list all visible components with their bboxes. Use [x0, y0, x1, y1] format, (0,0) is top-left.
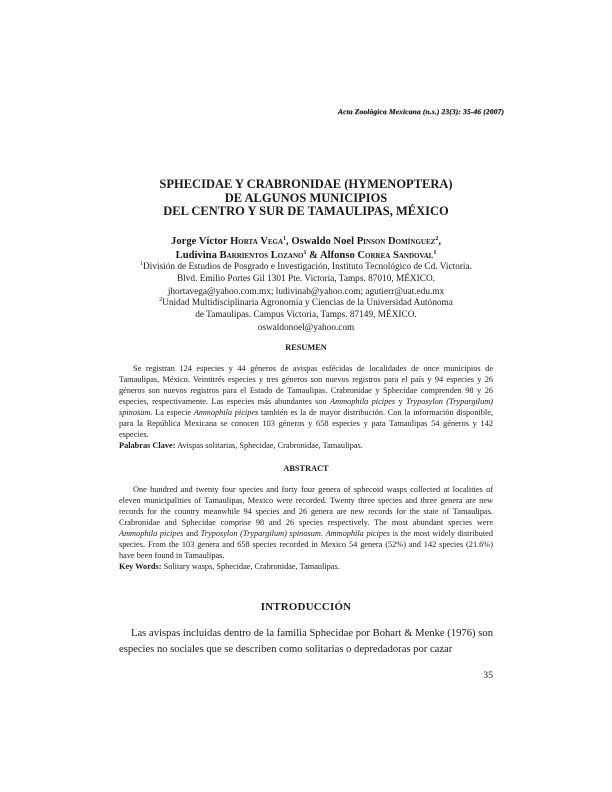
author-3-last: Barrientos Lozano [219, 250, 304, 261]
author-4-affil-mark: 1 [433, 250, 437, 256]
abstract-text: . [320, 529, 326, 539]
abstract-heading: ABSTRACT [283, 464, 329, 473]
author-1-first: Jorge Víctor [171, 236, 231, 247]
affiliation-2-mark: 2 [159, 297, 163, 303]
affiliation-1-line-1 [100, 261, 512, 273]
author-separator: , Oswaldo Noel [286, 236, 357, 247]
key-words-label: Key Words: [119, 562, 162, 572]
affiliation-2-line-1 [100, 297, 512, 309]
resumen-heading: RESUMEN [285, 343, 327, 352]
author-1-last: Horta Vega [230, 236, 284, 247]
abstract-body [119, 484, 493, 572]
abstract-text: One hundred and twenty four species and forty four genera of sphecoid wasps collected at localities of eleven municipalities of Tamaulipas, Mexico were recorded. Twenty three species and three genera are new records for the country meanwhile 94 species and 26 genera are new records for the state of Tamaulipas. Crabronidae and Sphecidae comprise 98 and 26 species respectively. The most abundant species were [119, 485, 493, 528]
title-line-3: DEL CENTRO Y SUR DE TAMAULIPAS, MÉXICO [163, 204, 449, 218]
author-separator: & Alfonso [306, 250, 358, 261]
affiliation-1 [100, 261, 512, 298]
abstract-text: is the most widely distributed species. From the 103 genera and 658 species recorded in Mexico 54 genera (52%) and 142 species (21.6%) have been found in Tamaulipas. [119, 529, 493, 561]
abstract-paragraph [119, 484, 493, 561]
species-name: Ammophila picipes [325, 529, 390, 539]
abstract-text: and [183, 529, 201, 539]
species-name: Ammophila picipes [330, 397, 396, 407]
palabras-clave-label: Palabras Clave: [119, 441, 176, 451]
authors-line-1 [100, 235, 512, 249]
introduccion-heading: INTRODUCCIÓN [260, 601, 352, 613]
resumen-body [119, 363, 493, 451]
key-words-text: Solitary wasps, Sphecidae, Crabronidae, Tamaulipas. [161, 562, 340, 572]
affiliation-2-line-2: de Tamaulipas. Campus Victoria, Tamps. 87149, MÉXICO. [195, 310, 417, 321]
affiliation-2-text: Unidad Multidisciplinaria Agronomía y Ciencias de la Universidad Autónoma [162, 298, 453, 308]
resumen-text: Se registran 124 especies y 44 géneros de avispas esfécidas de localidades de once municipios de Tamaulipas, México. Veintitrés especies y tres géneros son nuevos registros para el país y 94 especies y 26 géneros son nuevos registros para el Estado de Tamaulipas. Crabronidae y Sphecidae comprenden 98 y 26 especies, respectivamente. Las especies más abundantes son [119, 364, 493, 407]
affiliation-2-email: oswaldonoel@yahoo.com [257, 322, 355, 333]
author-1-affil-mark: 1 [283, 236, 287, 242]
palabras-clave-text: Avispas solitarias, Sphecidae, Crabronidae, Tamaulipas. [175, 441, 363, 451]
species-name: Ammophila picipes [119, 529, 184, 539]
author-4-last: Correa Sandoval [357, 250, 434, 261]
affiliation-1-emails: jhortavega@yahoo.com.mx; ludivinab@yahoo.com; agutierr@uat.edu.mx [167, 286, 445, 297]
resumen-text: y [395, 397, 407, 407]
affiliation-1-line-2: Blvd. Emilio Portes Gil 1301 Pte. Victoria, Tamps. 87010, MÉXICO. [177, 274, 435, 285]
species-name: Tryposylon (Trypargilum) spinosum [119, 397, 493, 418]
species-name: Ammophila picipes [193, 408, 259, 418]
affiliation-1-mark: 1 [140, 261, 144, 267]
species-name: Tryposylon (Trypargilum) spinosum [200, 529, 321, 539]
page-number: 35 [483, 670, 493, 681]
journal-reference: Acta Zoológica Mexicana (n.s.) 23(3): 35-46 (2007) [337, 107, 504, 116]
affiliation-2 [100, 297, 512, 334]
introduccion-body [119, 626, 493, 658]
author-3-first: Ludivina [175, 250, 220, 261]
title-line-2: DE ALGUNOS MUNICIPIOS [224, 190, 388, 205]
introduccion-paragraph: Las avispas incluidas dentro de la familia Sphecidae por Bohart & Menke (1976) son especies no sociales que se describen como solitarias o depredadoras por cazar [119, 628, 493, 655]
resumen-paragraph [119, 363, 493, 440]
author-2-last: Pinson Domínguez [356, 236, 436, 247]
resumen-text: también es la de mayor distribución. Con la información disponible, para la República Mexicana se conocen 103 géneros y 658 especies y para Tamaulipas 54 géneros y 142 especies. [119, 408, 493, 440]
key-words [119, 561, 493, 572]
title-line-1: SPHECIDAE Y CRABRONIDAE (HYMENOPTERA) [159, 177, 453, 191]
affiliation-1-text: División de Estudios de Posgrado e Investigación, Instituto Tecnológico de Cd. Victoria. [143, 262, 472, 272]
author-separator: , [438, 236, 441, 247]
author-list [100, 235, 512, 263]
author-3-affil-mark: 1 [303, 250, 307, 256]
resumen-text: . La especie [150, 408, 194, 418]
author-2-affil-mark: 2 [435, 236, 439, 242]
palabras-clave [119, 440, 493, 451]
paper-title [100, 178, 512, 219]
